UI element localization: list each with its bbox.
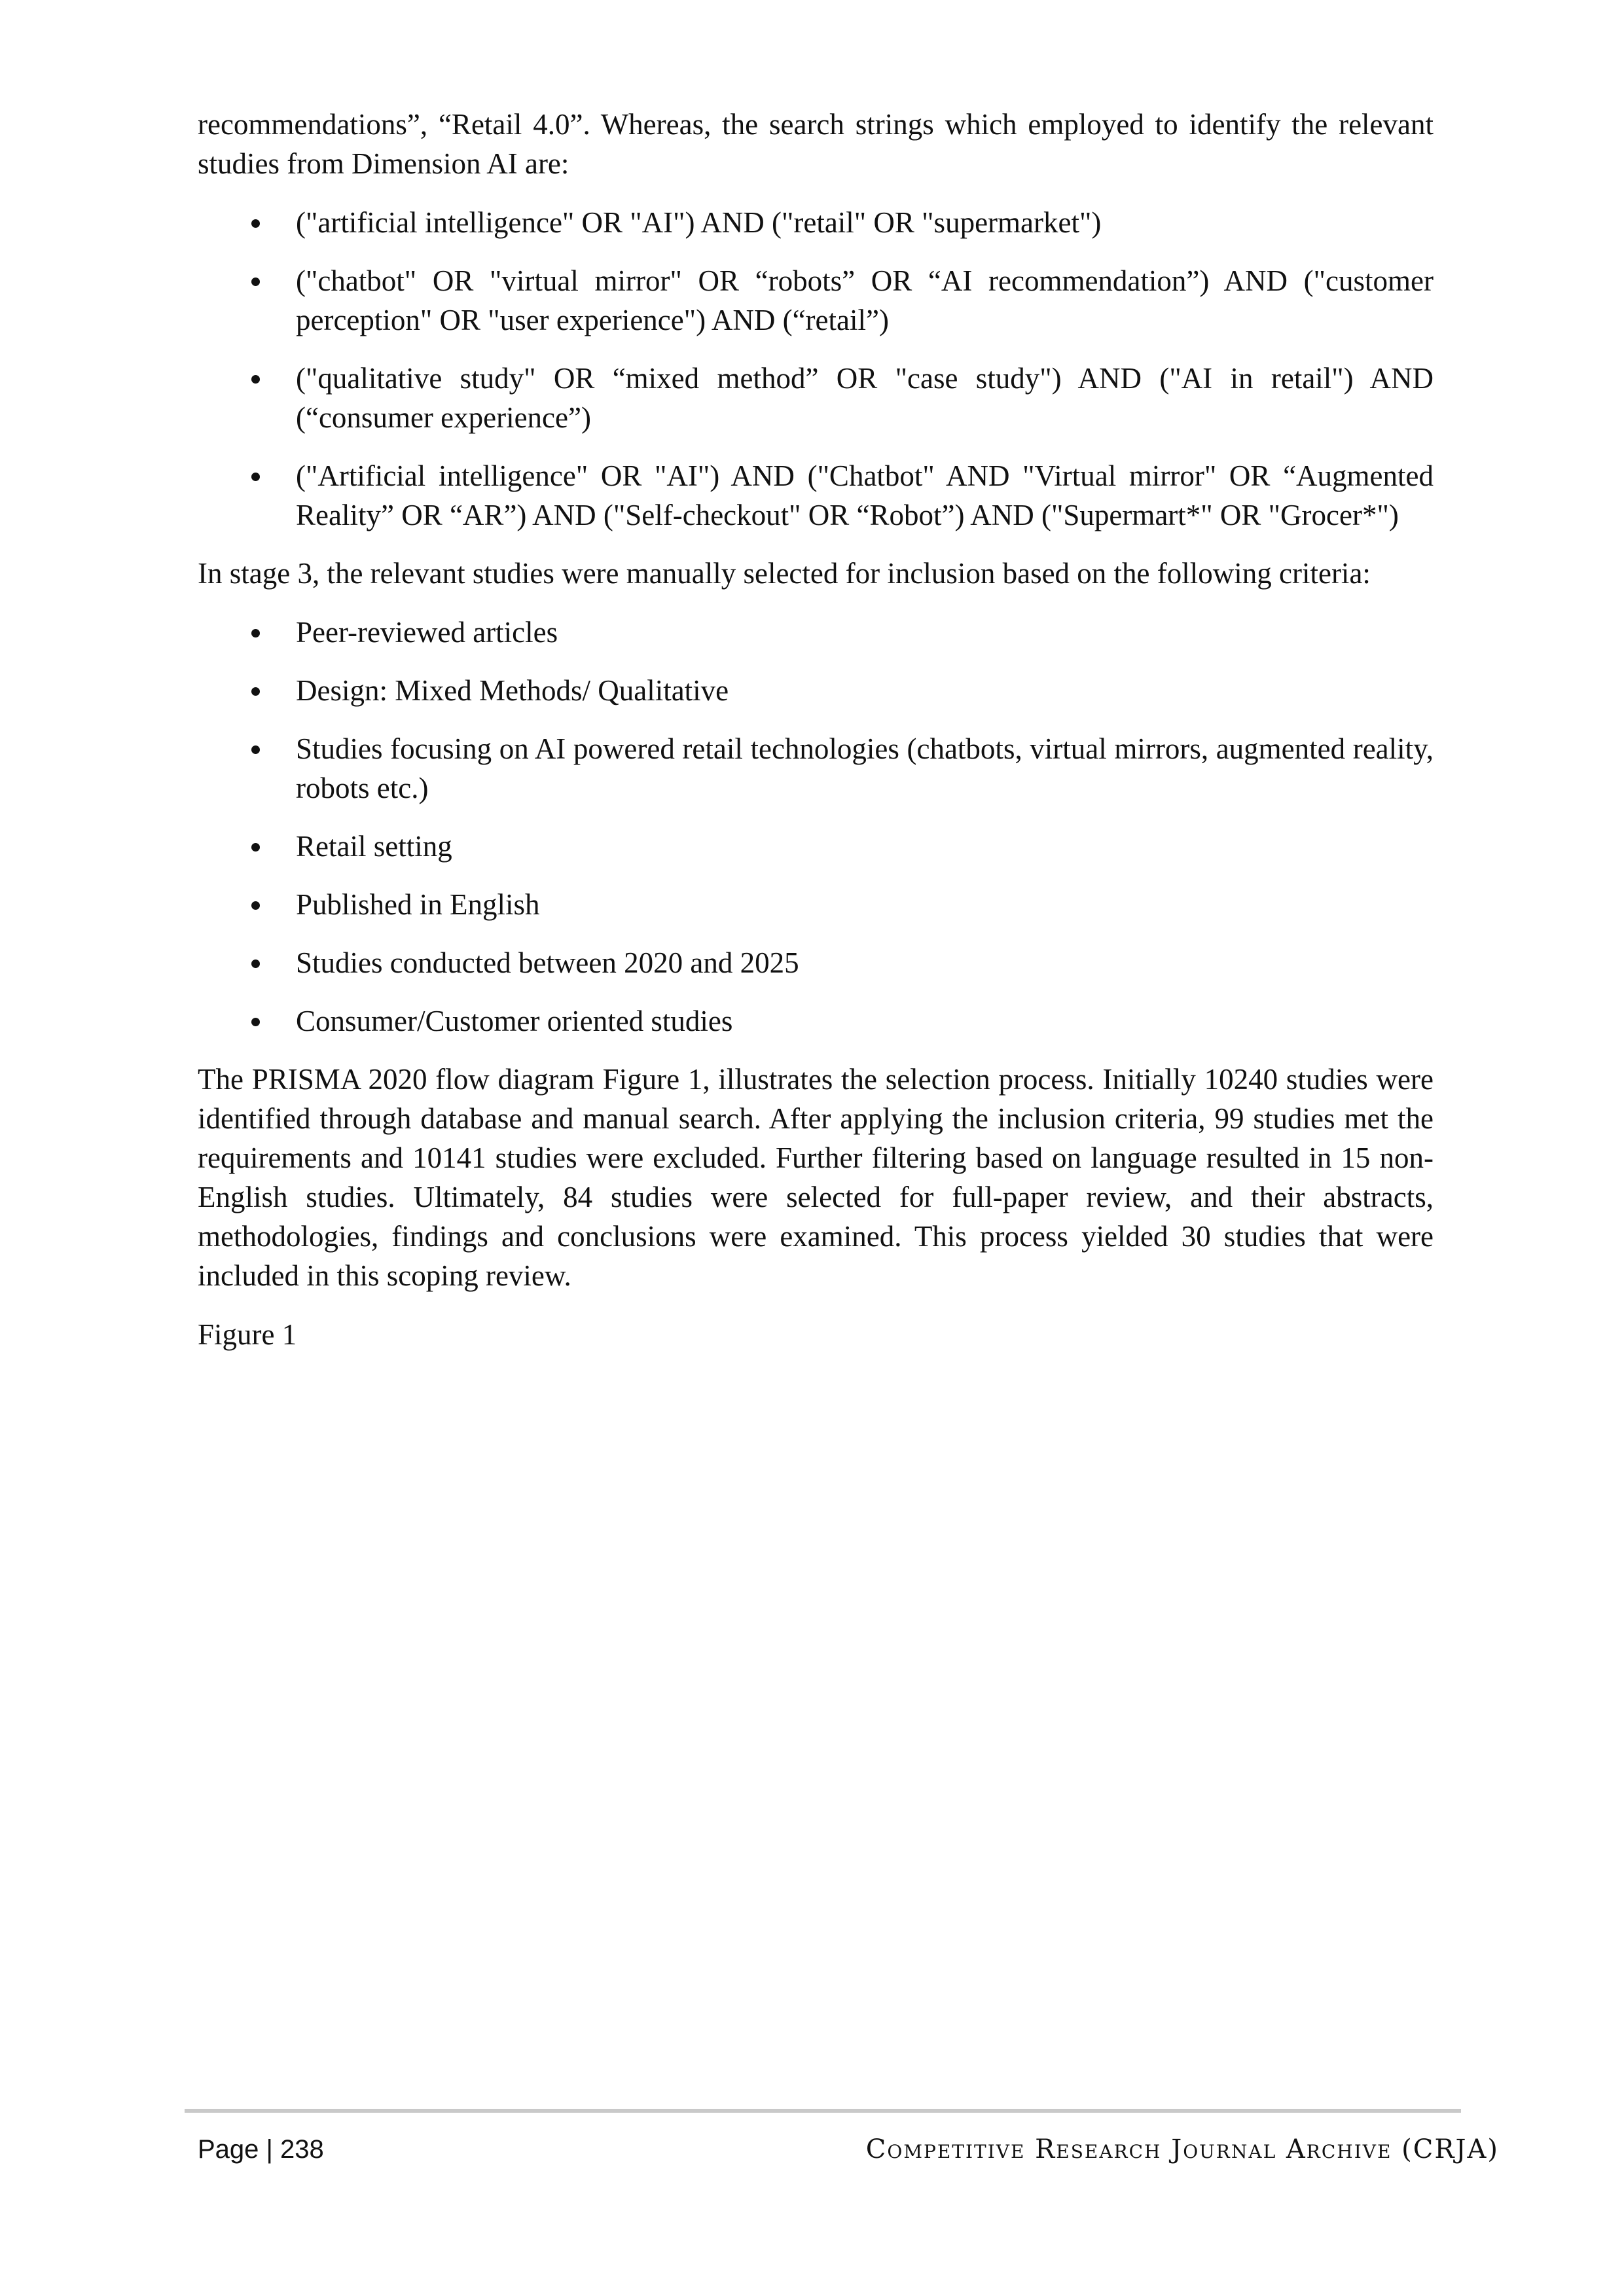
list-item [198,885,1434,924]
figure-caption: Figure 1 [198,1318,297,1351]
list-item [198,1001,1434,1041]
page-number: Page | 238 [198,2135,324,2164]
search-string: ("artificial intelligence" OR "AI") AND ("retail" OR "supermarket") [296,206,1102,239]
page-body [198,105,1434,1354]
bullet-icon [251,901,260,910]
bullet-icon [251,219,260,228]
prisma-paragraph: The PRISMA 2020 flow diagram Figure 1, illustrates the selection process. Initially 10240 studies were identified through database and manual search. After applying the inclusion criteria, 99 studies met the requirements and 10141 studies were excluded. Further filtering based on language resulted in 15 non-English studies. Ultimately, 84 studies were selected for full-paper review, and their abstracts, methodologies, findings and conclusions were examined. This process yielded 30 studies that were included in this scoping review. [198,1063,1434,1292]
criterion: Consumer/Customer oriented studies [296,1005,733,1037]
intro-paragraph: recommendations”, “Retail 4.0”. Whereas, the search strings which employed to identify the relevant studies from Dimension AI are: [198,108,1434,180]
bullet-icon [251,375,260,384]
footer-divider [185,2109,1461,2113]
criterion: Peer-reviewed articles [296,616,558,649]
search-strings-list [198,203,1434,535]
search-string: ("qualitative study" OR “mixed method” OR "case study") AND ("AI in retail") AND (“consumer experience”) [296,362,1434,434]
inclusion-criteria-list [198,613,1434,1041]
list-item [198,359,1434,437]
list-item [198,261,1434,340]
bullet-icon [251,278,260,286]
journal-name: Competitive Research Journal Archive (CRJA) [865,2134,1499,2164]
criterion: Retail setting [296,830,452,863]
list-item [198,729,1434,808]
list-item [198,456,1434,535]
bullet-icon [251,1018,260,1026]
search-string: ("Artificial intelligence" OR "AI") AND ("Chatbot" AND "Virtual mirror" OR “Augmented Reality” OR “AR”) AND ("Self-checkout" OR “Robot”) AND ("Supermart*" OR "Grocer*") [296,459,1434,531]
list-item [198,203,1434,242]
stage3-paragraph: In stage 3, the relevant studies were manually selected for inclusion based on the following criteria: [198,557,1371,590]
list-item [198,613,1434,652]
list-item [198,827,1434,866]
bullet-icon [251,843,260,852]
bullet-icon [251,687,260,696]
bullet-icon [251,960,260,968]
search-string: ("chatbot" OR "virtual mirror" OR “robots” OR “AI recommendation”) AND ("customer perception" OR "user experience") AND (“retail”) [296,264,1434,336]
criterion: Studies focusing on AI powered retail technologies (chatbots, virtual mirrors, augmented reality, robots etc.) [296,732,1434,804]
criterion: Studies conducted between 2020 and 2025 [296,946,799,979]
criterion: Design: Mixed Methods/ Qualitative [296,674,729,707]
bullet-icon [251,473,260,481]
criterion: Published in English [296,888,540,921]
list-item [198,671,1434,710]
bullet-icon [251,629,260,637]
list-item [198,943,1434,982]
page-footer [198,2131,1499,2170]
bullet-icon [251,745,260,754]
